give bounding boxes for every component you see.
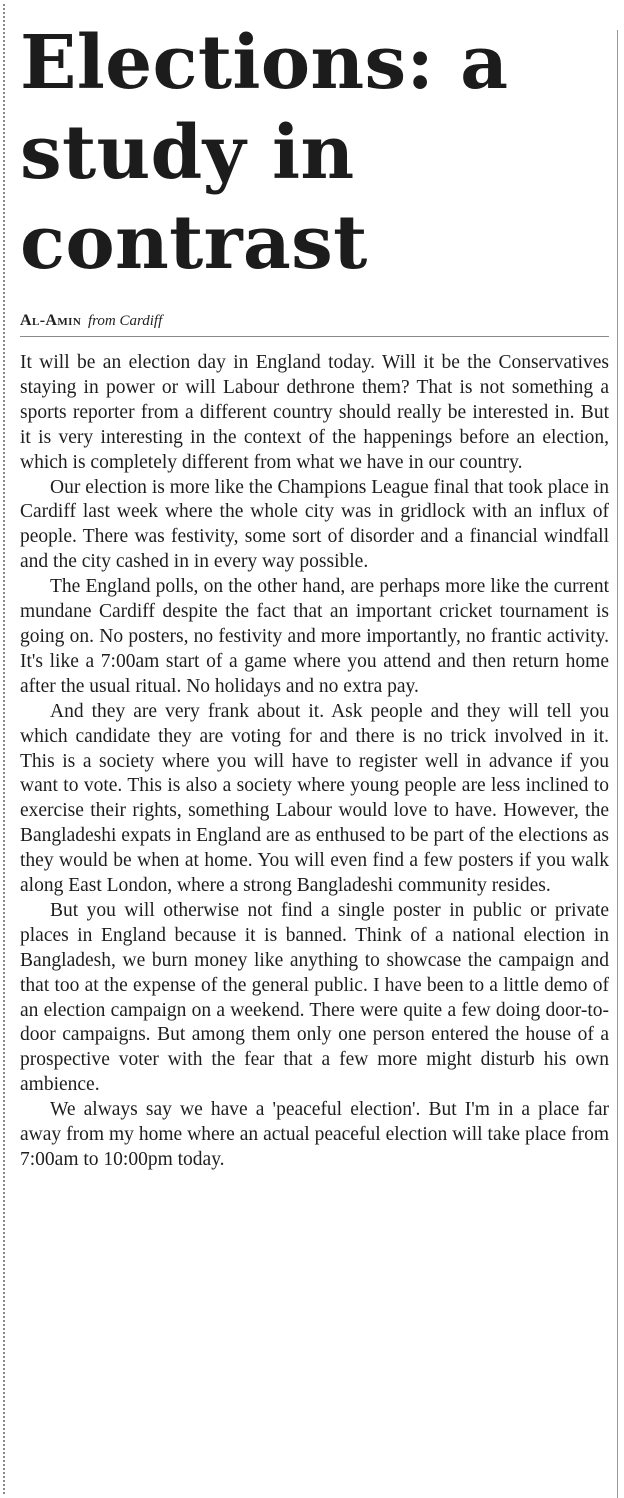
article-paragraph: But you will otherwise not find a single poster in public or private places in England because it is banned. Think of a national election in Bangladesh, we burn money like anything to showcase the campaign and that too at the expense of the general public. I have been to a little demo of an election campaign on a weekend. There were quite a few doing door-to-door campaigns. But among them only one person entered the house of a prospective voter with the fear that a few more might disturb his own ambience. (20, 899, 609, 1096)
article-body (20, 351, 609, 1173)
article-paragraph: The England polls, on the other hand, are perhaps more like the current mundane Cardiff despite the fact that an important cricket tournament is going on. No posters, no festivity and more importantly, no frantic activity. It's like a 7:00am start of a game where you attend and then return home after the usual ritual. No holidays and no extra pay. (20, 576, 609, 697)
article-paragraph: Our election is more like the Champions League final that took place in Cardiff last week where the whole city was in gridlock with an influx of people. There was festivity, some sort of disorder and a financial windfall and the city cashed in in every way possible. (20, 476, 609, 573)
column-divider-rule (617, 30, 618, 1498)
byline (20, 312, 609, 337)
article-paragraph: We always say we have a 'peaceful election'. But I'm in a place far away from my home where an actual peaceful election will take place from 7:00am to 10:00pm today. (20, 1099, 609, 1170)
dotted-left-border (3, 4, 5, 1494)
article-paragraph: It will be an election day in England today. Will it be the Conservatives staying in power or will Labour dethrone them? That is not something a sports reporter from a different country should really be interested in. But it is very interesting in the context of the happenings before an election, which is completely different from what we have in our country. (20, 352, 609, 473)
article-paragraph: And they are very frank about it. Ask people and they will tell you which candidate they are voting for and there is no trick involved in it. This is a society where you will have to register well in advance if you want to vote. This is also a society where young people are less inclined to exercise their rights, something Labour would love to have. However, the Bangladeshi expats in England are as enthused to be part of the elections as they would be when at home. You will even find a few posters if you walk along East London, where a strong Bangladeshi community resides. (20, 700, 609, 897)
headline: Elections: a study in contrast (20, 20, 509, 286)
byline-location: from Cardiff (87, 313, 163, 329)
news-article (20, 18, 609, 1173)
byline-author: Al-Amin (20, 312, 82, 329)
